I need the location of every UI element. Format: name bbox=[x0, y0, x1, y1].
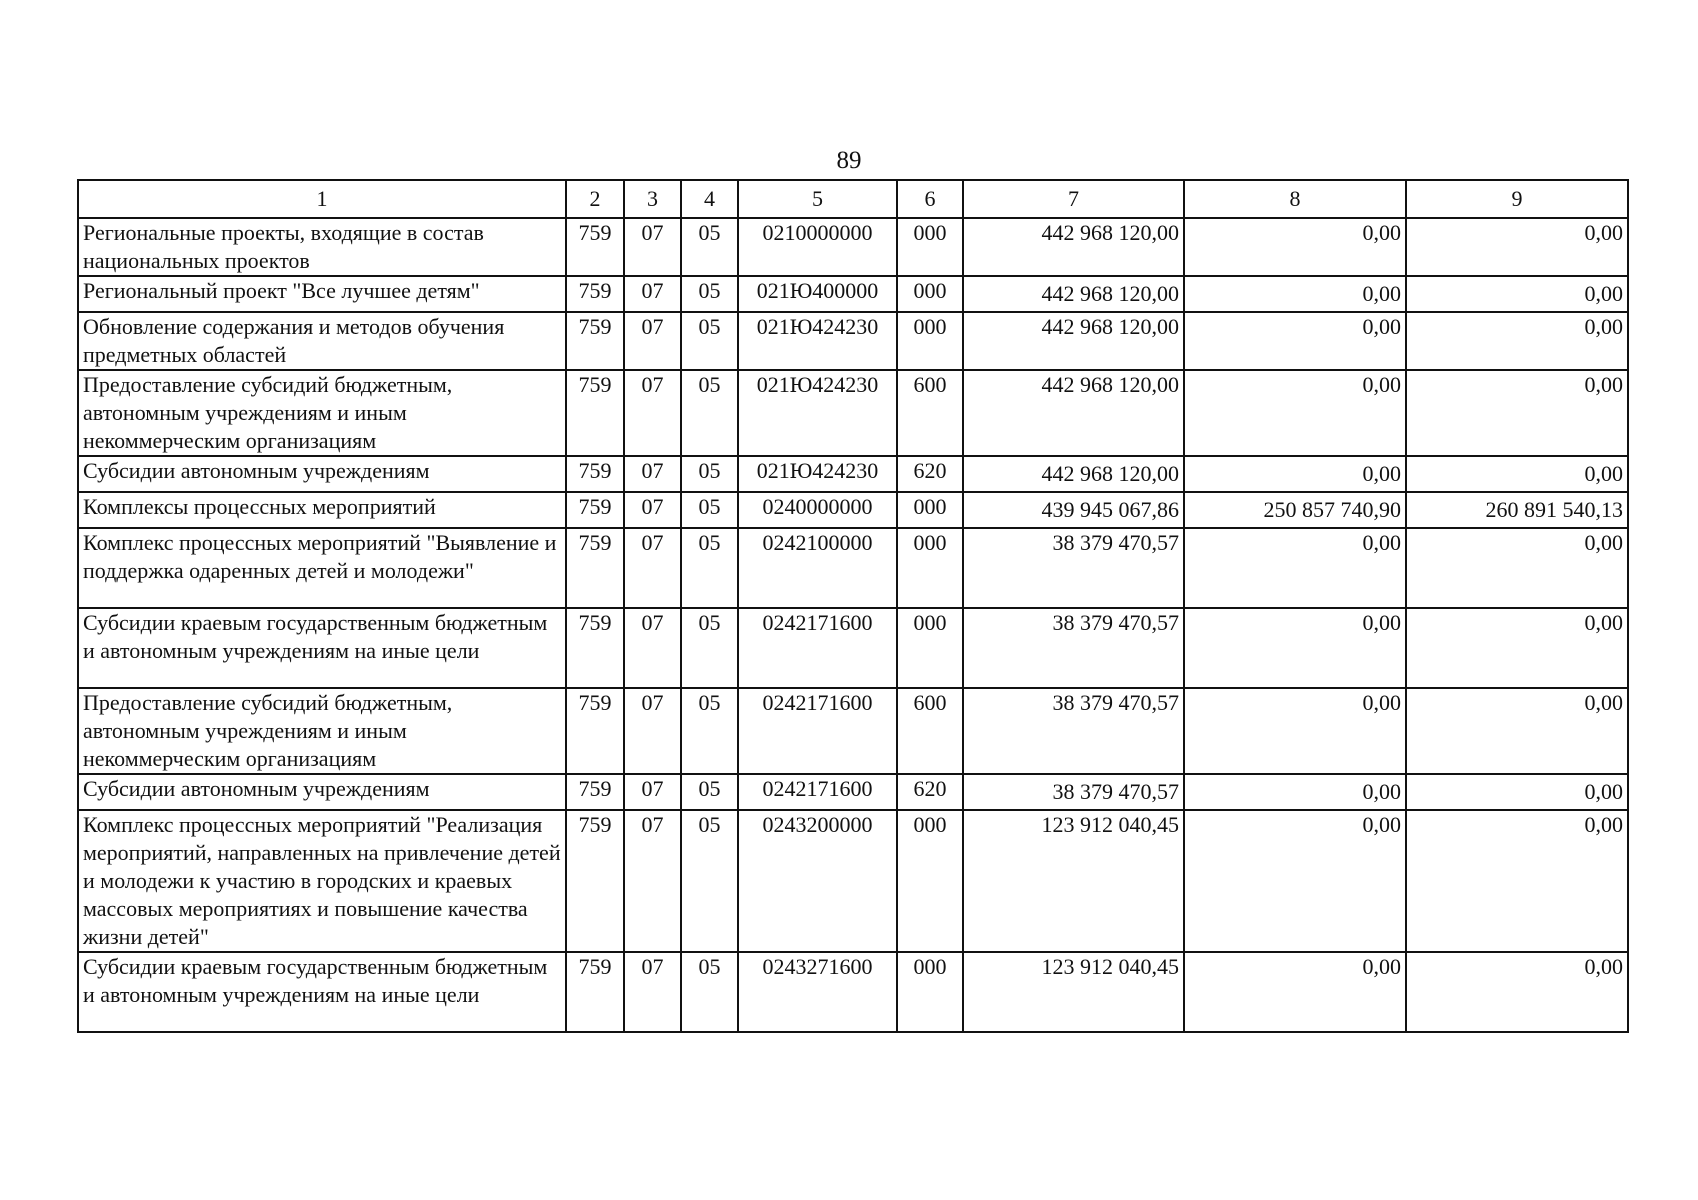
amount-col7-cell: 123 912 040,45 bbox=[963, 952, 1184, 1032]
row-name-cell: Обновление содержания и методов обучения предметных областей bbox=[78, 312, 566, 370]
amount-col7-cell: 38 379 470,57 bbox=[963, 528, 1184, 608]
amount-col9-cell: 260 891 540,13 bbox=[1406, 492, 1628, 528]
subsection-cell: 05 bbox=[681, 774, 738, 810]
amount-col8-cell: 0,00 bbox=[1184, 952, 1406, 1032]
glava-cell: 759 bbox=[566, 774, 624, 810]
amount-col7-cell: 38 379 470,57 bbox=[963, 608, 1184, 688]
subsection-cell: 05 bbox=[681, 456, 738, 492]
subsection-cell: 05 bbox=[681, 608, 738, 688]
section-cell: 07 bbox=[624, 688, 681, 774]
table-row bbox=[78, 456, 1628, 492]
budget-table bbox=[77, 179, 1629, 1033]
section-cell: 07 bbox=[624, 952, 681, 1032]
row-name-cell: Комплексы процессных мероприятий bbox=[78, 492, 566, 528]
amount-col7-cell: 442 968 120,00 bbox=[963, 456, 1184, 492]
target-article-cell: 021Ю400000 bbox=[738, 276, 897, 312]
section-cell: 07 bbox=[624, 370, 681, 456]
expense-type-cell: 620 bbox=[897, 456, 963, 492]
amount-col8-cell: 0,00 bbox=[1184, 810, 1406, 952]
column-header: 8 bbox=[1184, 180, 1406, 218]
page-number: 89 bbox=[836, 147, 862, 174]
amount-col9-cell: 0,00 bbox=[1406, 810, 1628, 952]
expense-type-cell: 620 bbox=[897, 774, 963, 810]
amount-col7-cell: 38 379 470,57 bbox=[963, 688, 1184, 774]
expense-type-cell: 600 bbox=[897, 688, 963, 774]
target-article-cell: 0242171600 bbox=[738, 774, 897, 810]
section-cell: 07 bbox=[624, 218, 681, 276]
section-cell: 07 bbox=[624, 774, 681, 810]
amount-col9-cell: 0,00 bbox=[1406, 528, 1628, 608]
row-name-cell: Комплекс процессных мероприятий "Выявление и поддержка одаренных детей и молодежи" bbox=[78, 528, 566, 608]
subsection-cell: 05 bbox=[681, 528, 738, 608]
table-row bbox=[78, 774, 1628, 810]
amount-col8-cell: 0,00 bbox=[1184, 688, 1406, 774]
column-header: 2 bbox=[566, 180, 624, 218]
amount-col8-cell: 0,00 bbox=[1184, 218, 1406, 276]
table-row bbox=[78, 952, 1628, 1032]
amount-col7-cell: 38 379 470,57 bbox=[963, 774, 1184, 810]
row-name-cell: Предоставление субсидий бюджетным, автономным учреждениям и иным некоммерческим организациям bbox=[78, 688, 566, 774]
column-header: 1 bbox=[78, 180, 566, 218]
section-cell: 07 bbox=[624, 276, 681, 312]
section-cell: 07 bbox=[624, 312, 681, 370]
amount-col8-cell: 0,00 bbox=[1184, 774, 1406, 810]
target-article-cell: 0242171600 bbox=[738, 608, 897, 688]
amount-col9-cell: 0,00 bbox=[1406, 952, 1628, 1032]
row-name-cell: Субсидии краевым государственным бюджетным и автономным учреждениям на иные цели bbox=[78, 952, 566, 1032]
section-cell: 07 bbox=[624, 492, 681, 528]
column-header: 5 bbox=[738, 180, 897, 218]
table-row bbox=[78, 688, 1628, 774]
subsection-cell: 05 bbox=[681, 810, 738, 952]
row-name-cell: Субсидии автономным учреждениям bbox=[78, 774, 566, 810]
section-cell: 07 bbox=[624, 810, 681, 952]
amount-col9-cell: 0,00 bbox=[1406, 456, 1628, 492]
row-name-cell: Региональный проект "Все лучшее детям" bbox=[78, 276, 566, 312]
subsection-cell: 05 bbox=[681, 952, 738, 1032]
row-name-cell: Предоставление субсидий бюджетным, автономным учреждениям и иным некоммерческим организациям bbox=[78, 370, 566, 456]
row-name-cell: Субсидии краевым государственным бюджетным и автономным учреждениям на иные цели bbox=[78, 608, 566, 688]
amount-col8-cell: 0,00 bbox=[1184, 276, 1406, 312]
amount-col8-cell: 250 857 740,90 bbox=[1184, 492, 1406, 528]
amount-col8-cell: 0,00 bbox=[1184, 456, 1406, 492]
glava-cell: 759 bbox=[566, 688, 624, 774]
expense-type-cell: 000 bbox=[897, 952, 963, 1032]
amount-col8-cell: 0,00 bbox=[1184, 528, 1406, 608]
row-name-cell: Субсидии автономным учреждениям bbox=[78, 456, 566, 492]
glava-cell: 759 bbox=[566, 312, 624, 370]
target-article-cell: 0243200000 bbox=[738, 810, 897, 952]
row-name-cell: Комплекс процессных мероприятий "Реализация мероприятий, направленных на привлечение детей и молодежи к участию в городских и краевых массовых мероприятиях и повышение качества жизни детей" bbox=[78, 810, 566, 952]
amount-col7-cell: 123 912 040,45 bbox=[963, 810, 1184, 952]
section-cell: 07 bbox=[624, 528, 681, 608]
expense-type-cell: 000 bbox=[897, 608, 963, 688]
amount-col9-cell: 0,00 bbox=[1406, 370, 1628, 456]
table-row bbox=[78, 218, 1628, 276]
table-row bbox=[78, 370, 1628, 456]
expense-type-cell: 000 bbox=[897, 276, 963, 312]
section-cell: 07 bbox=[624, 456, 681, 492]
glava-cell: 759 bbox=[566, 952, 624, 1032]
table-row bbox=[78, 608, 1628, 688]
glava-cell: 759 bbox=[566, 528, 624, 608]
target-article-cell: 0243271600 bbox=[738, 952, 897, 1032]
glava-cell: 759 bbox=[566, 276, 624, 312]
glava-cell: 759 bbox=[566, 456, 624, 492]
target-article-cell: 0240000000 bbox=[738, 492, 897, 528]
glava-cell: 759 bbox=[566, 608, 624, 688]
amount-col9-cell: 0,00 bbox=[1406, 608, 1628, 688]
amount-col9-cell: 0,00 bbox=[1406, 688, 1628, 774]
table-body bbox=[78, 218, 1628, 1032]
amount-col7-cell: 442 968 120,00 bbox=[963, 312, 1184, 370]
subsection-cell: 05 bbox=[681, 492, 738, 528]
amount-col9-cell: 0,00 bbox=[1406, 276, 1628, 312]
column-header: 9 bbox=[1406, 180, 1628, 218]
amount-col8-cell: 0,00 bbox=[1184, 608, 1406, 688]
amount-col7-cell: 442 968 120,00 bbox=[963, 276, 1184, 312]
expense-type-cell: 600 bbox=[897, 370, 963, 456]
amount-col7-cell: 442 968 120,00 bbox=[963, 218, 1184, 276]
expense-type-cell: 000 bbox=[897, 528, 963, 608]
target-article-cell: 021Ю424230 bbox=[738, 456, 897, 492]
expense-type-cell: 000 bbox=[897, 218, 963, 276]
table-row bbox=[78, 492, 1628, 528]
subsection-cell: 05 bbox=[681, 312, 738, 370]
expense-type-cell: 000 bbox=[897, 312, 963, 370]
column-header: 3 bbox=[624, 180, 681, 218]
amount-col7-cell: 439 945 067,86 bbox=[963, 492, 1184, 528]
amount-col9-cell: 0,00 bbox=[1406, 218, 1628, 276]
table-row bbox=[78, 810, 1628, 952]
subsection-cell: 05 bbox=[681, 370, 738, 456]
glava-cell: 759 bbox=[566, 810, 624, 952]
amount-col8-cell: 0,00 bbox=[1184, 370, 1406, 456]
section-cell: 07 bbox=[624, 608, 681, 688]
target-article-cell: 021Ю424230 bbox=[738, 312, 897, 370]
expense-type-cell: 000 bbox=[897, 810, 963, 952]
amount-col7-cell: 442 968 120,00 bbox=[963, 370, 1184, 456]
table-row bbox=[78, 312, 1628, 370]
table-row bbox=[78, 276, 1628, 312]
target-article-cell: 021Ю424230 bbox=[738, 370, 897, 456]
expense-type-cell: 000 bbox=[897, 492, 963, 528]
glava-cell: 759 bbox=[566, 218, 624, 276]
column-header: 4 bbox=[681, 180, 738, 218]
column-header: 6 bbox=[897, 180, 963, 218]
amount-col9-cell: 0,00 bbox=[1406, 312, 1628, 370]
glava-cell: 759 bbox=[566, 370, 624, 456]
target-article-cell: 0210000000 bbox=[738, 218, 897, 276]
amount-col9-cell: 0,00 bbox=[1406, 774, 1628, 810]
column-header: 7 bbox=[963, 180, 1184, 218]
target-article-cell: 0242100000 bbox=[738, 528, 897, 608]
subsection-cell: 05 bbox=[681, 688, 738, 774]
table-row bbox=[78, 528, 1628, 608]
subsection-cell: 05 bbox=[681, 276, 738, 312]
amount-col8-cell: 0,00 bbox=[1184, 312, 1406, 370]
subsection-cell: 05 bbox=[681, 218, 738, 276]
target-article-cell: 0242171600 bbox=[738, 688, 897, 774]
header-row bbox=[78, 180, 1628, 218]
glava-cell: 759 bbox=[566, 492, 624, 528]
row-name-cell: Региональные проекты, входящие в состав национальных проектов bbox=[78, 218, 566, 276]
